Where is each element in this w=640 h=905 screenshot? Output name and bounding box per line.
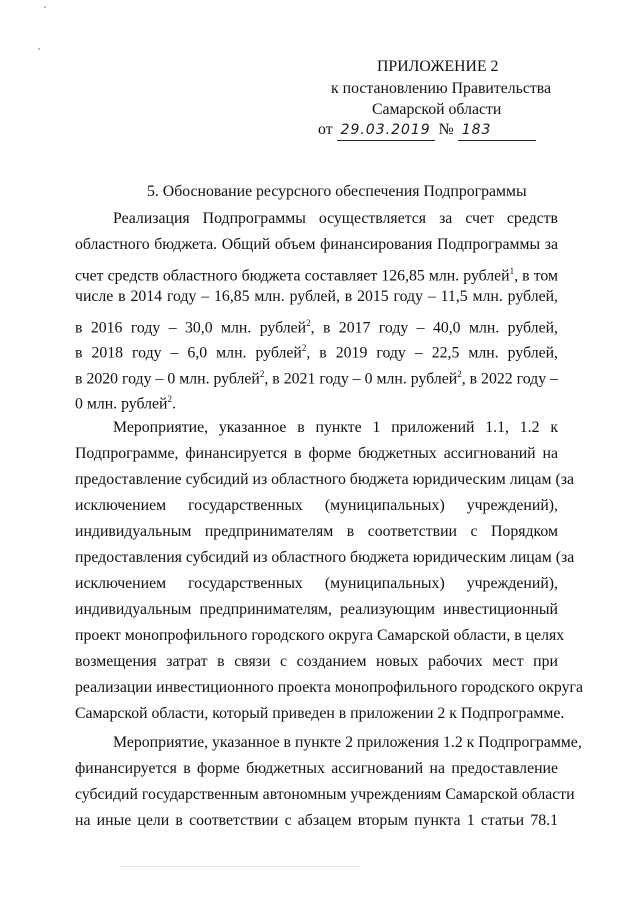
p1-line-7: в 2020 году – 0 млн. рублей$^2$, в 2021 году – 0 млн. рублей$^2$, в 2022 году – bbox=[75, 369, 558, 388]
p2-line-7: исключением государственных (муниципальных) учреждений), bbox=[75, 575, 558, 592]
p2-line-8: индивидуальным предпринимателям, реализующим инвестиционный bbox=[75, 601, 558, 618]
p2-line-12: Самарской области, который приведен в приложении 2 к Подпрограмме. bbox=[75, 705, 565, 722]
p2-line-11: реализации инвестиционного проекта монопрофильного городского округа bbox=[75, 679, 584, 696]
handwritten-number: 183 bbox=[458, 120, 536, 141]
p1-line-2: областного бюджета. Общий объем финансирования Подпрограммы за bbox=[75, 236, 558, 253]
date-number-line bbox=[318, 120, 536, 141]
section-title: 5. Обоснование ресурсного обеспечения Подпрограммы bbox=[147, 183, 527, 200]
scan-speck bbox=[38, 48, 40, 50]
resolution-line: к постановлению Правительства bbox=[331, 80, 552, 97]
p2-line-5: индивидуальным предпринимателям в соответствии с Порядком bbox=[75, 523, 558, 540]
p1-line-3: счет средств областного бюджета составляет 126,85 млн. рублей$^1$, в том bbox=[75, 266, 558, 285]
number-label: № bbox=[438, 121, 454, 138]
p3-line-3: субсидий государственным автономным учреждениям Самарской области bbox=[75, 786, 575, 803]
p2-line-1: Мероприятие, указанное в пункте 1 приложений 1.1, 1.2 к bbox=[113, 419, 558, 436]
p2-line-6: предоставления субсидий из областного бюджета юридическим лицам (за bbox=[75, 549, 575, 566]
p3-line-4: на иные цели в соответствии с абзацем вторым пункта 1 статьи 78.1 bbox=[75, 812, 558, 829]
p2-line-3: предоставление субсидий из областного бюджета юридическим лицам (за bbox=[75, 471, 574, 488]
p2-line-9: проект монопрофильного городского округа Самарской области, в целях bbox=[75, 627, 565, 644]
scan-speck bbox=[44, 6, 46, 8]
p3-line-2: финансируется в форме бюджетных ассигнований на предоставление bbox=[75, 760, 558, 777]
p1-line-5: в 2016 году – 30,0 млн. рублей$^2$, в 2017 году – 40,0 млн. рублей, bbox=[75, 318, 558, 337]
p1-line-6: в 2018 году – 6,0 млн. рублей$^2$, в 2019 году – 22,5 млн. рублей, bbox=[75, 343, 558, 362]
p2-line-4: исключением государственных (муниципальных) учреждений), bbox=[75, 497, 558, 514]
p1-line-1: Реализация Подпрограммы осуществляется за счет средств bbox=[113, 210, 558, 227]
cutoff-line-fragment bbox=[120, 866, 360, 867]
handwritten-date: 29.03.2019 bbox=[337, 120, 435, 141]
p3-line-1: Мероприятие, указанное в пункте 2 приложения 1.2 к Подпрограмме, bbox=[113, 734, 582, 751]
region-line: Самарской области bbox=[372, 101, 502, 118]
p2-line-2: Подпрограмме, финансируется в форме бюджетных ассигнований на bbox=[75, 445, 558, 462]
p1-line-8: 0 млн. рублей$^2$. bbox=[75, 394, 176, 413]
p1-line-4: числе в 2014 году – 16,85 млн. рублей, в 2015 году – 11,5 млн. рублей, bbox=[75, 288, 558, 305]
appendix-title: ПРИЛОЖЕНИЕ 2 bbox=[377, 58, 499, 75]
from-label: от bbox=[318, 121, 333, 138]
p2-line-10: возмещения затрат в связи с созданием новых рабочих мест при bbox=[75, 653, 558, 670]
